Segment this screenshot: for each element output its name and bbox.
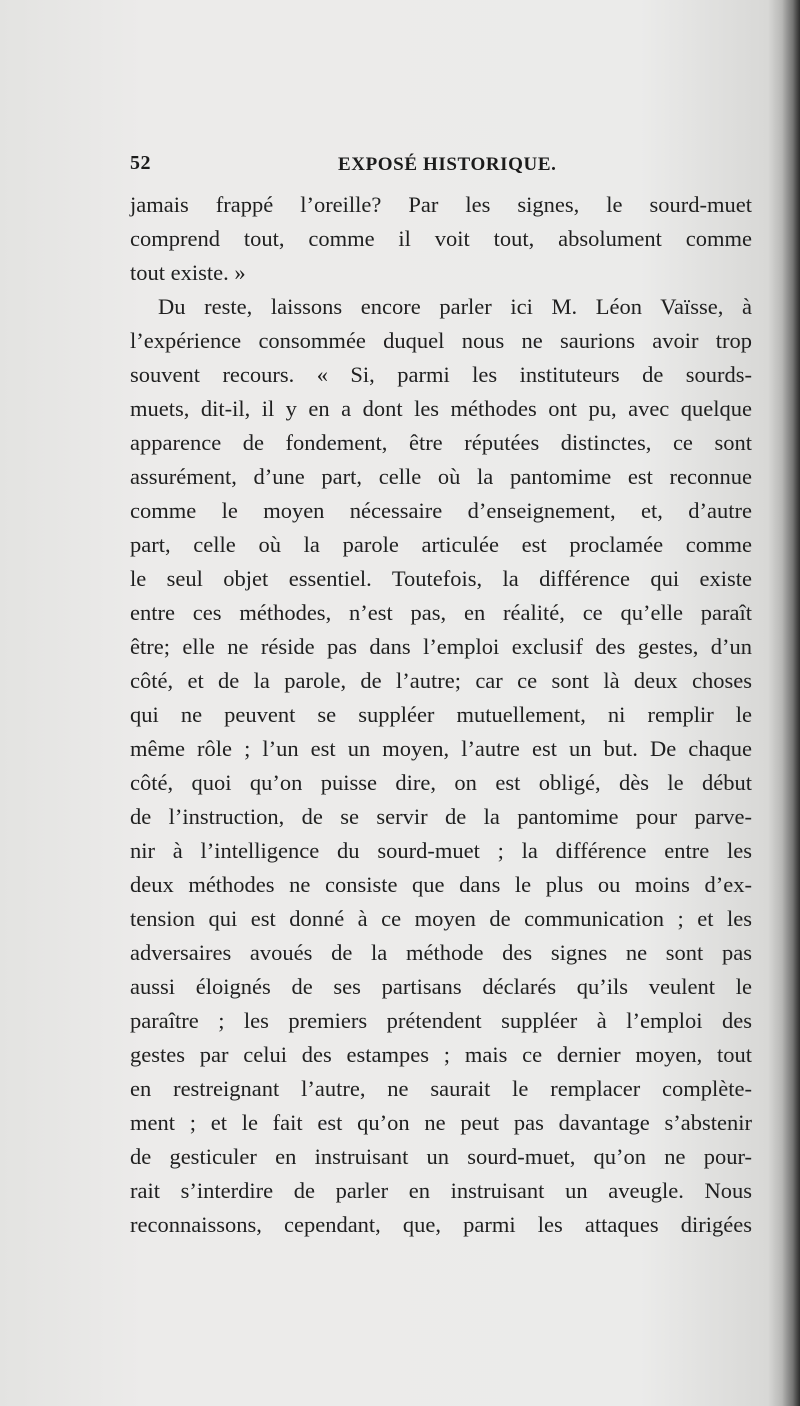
- text-line: l’expérience consommée duquel nous ne saurions avoir trop: [130, 328, 752, 353]
- text-line: rait s’interdire de parler en instruisant un aveugle. Nous: [130, 1178, 752, 1203]
- text-line: tension qui est donné à ce moyen de communication ; et les: [130, 906, 752, 931]
- text-line: même rôle ; l’un est un moyen, l’autre est un but. De chaque: [130, 736, 752, 761]
- text-line: gestes par celui des estampes ; mais ce dernier moyen, tout: [130, 1042, 752, 1067]
- text-line: être; elle ne réside pas dans l’emploi exclusif des gestes, d’un: [130, 634, 752, 659]
- text-line: côté, et de la parole, de l’autre; car ce sont là deux choses: [130, 668, 752, 693]
- body-text: [130, 188, 752, 1242]
- page-number: 52: [130, 152, 151, 174]
- text-line: assurément, d’une part, celle où la pantomime est reconnue: [130, 464, 752, 489]
- text-line: de gesticuler en instruisant un sourd-muet, qu’on ne pour-: [130, 1144, 752, 1169]
- text-line: Du reste, laissons encore parler ici M. Léon Vaïsse, à: [158, 294, 752, 319]
- text-line: qui ne peuvent se suppléer mutuellement, ni remplir le: [130, 702, 752, 727]
- text-line: côté, quoi qu’on puisse dire, on est obligé, dès le début: [130, 770, 752, 795]
- page-edge-shadow: [782, 0, 800, 1406]
- text-line: de l’instruction, de se servir de la pantomime pour parve-: [130, 804, 752, 829]
- text-line: comprend tout, comme il voit tout, absolument comme: [130, 226, 752, 251]
- text-line: jamais frappé l’oreille? Par les signes, le sourd-muet: [130, 192, 752, 217]
- running-head: EXPOSÉ HISTORIQUE.: [338, 154, 557, 175]
- text-line: entre ces méthodes, n’est pas, en réalité, ce qu’elle paraît: [130, 600, 752, 625]
- text-line: muets, dit-il, il y en a dont les méthodes ont pu, avec quelque: [130, 396, 752, 421]
- text-line: part, celle où la parole articulée est proclamée comme: [130, 532, 752, 557]
- text-line: paraître ; les premiers prétendent suppléer à l’emploi des: [130, 1008, 752, 1033]
- text-line: tout existe. »: [130, 260, 246, 285]
- text-line: deux méthodes ne consiste que dans le plus ou moins d’ex-: [130, 872, 752, 897]
- text-line: apparence de fondement, être réputées distinctes, ce sont: [130, 430, 752, 455]
- text-line: le seul objet essentiel. Toutefois, la différence qui existe: [130, 566, 752, 591]
- text-line: souvent recours. « Si, parmi les instituteurs de sourds-: [130, 362, 752, 387]
- text-line: adversaires avoués de la méthode des signes ne sont pas: [130, 940, 752, 965]
- text-line: comme le moyen nécessaire d’enseignement, et, d’autre: [130, 498, 752, 523]
- text-line: nir à l’intelligence du sourd-muet ; la différence entre les: [130, 838, 752, 863]
- text-line: reconnaissons, cependant, que, parmi les attaques dirigées: [130, 1212, 752, 1237]
- page-header: [130, 152, 752, 186]
- text-line: en restreignant l’autre, ne saurait le remplacer complète-: [130, 1076, 752, 1101]
- text-line: aussi éloignés de ses partisans déclarés qu’ils veulent le: [130, 974, 752, 999]
- text-line: ment ; et le fait est qu’on ne peut pas davantage s’abstenir: [130, 1110, 752, 1135]
